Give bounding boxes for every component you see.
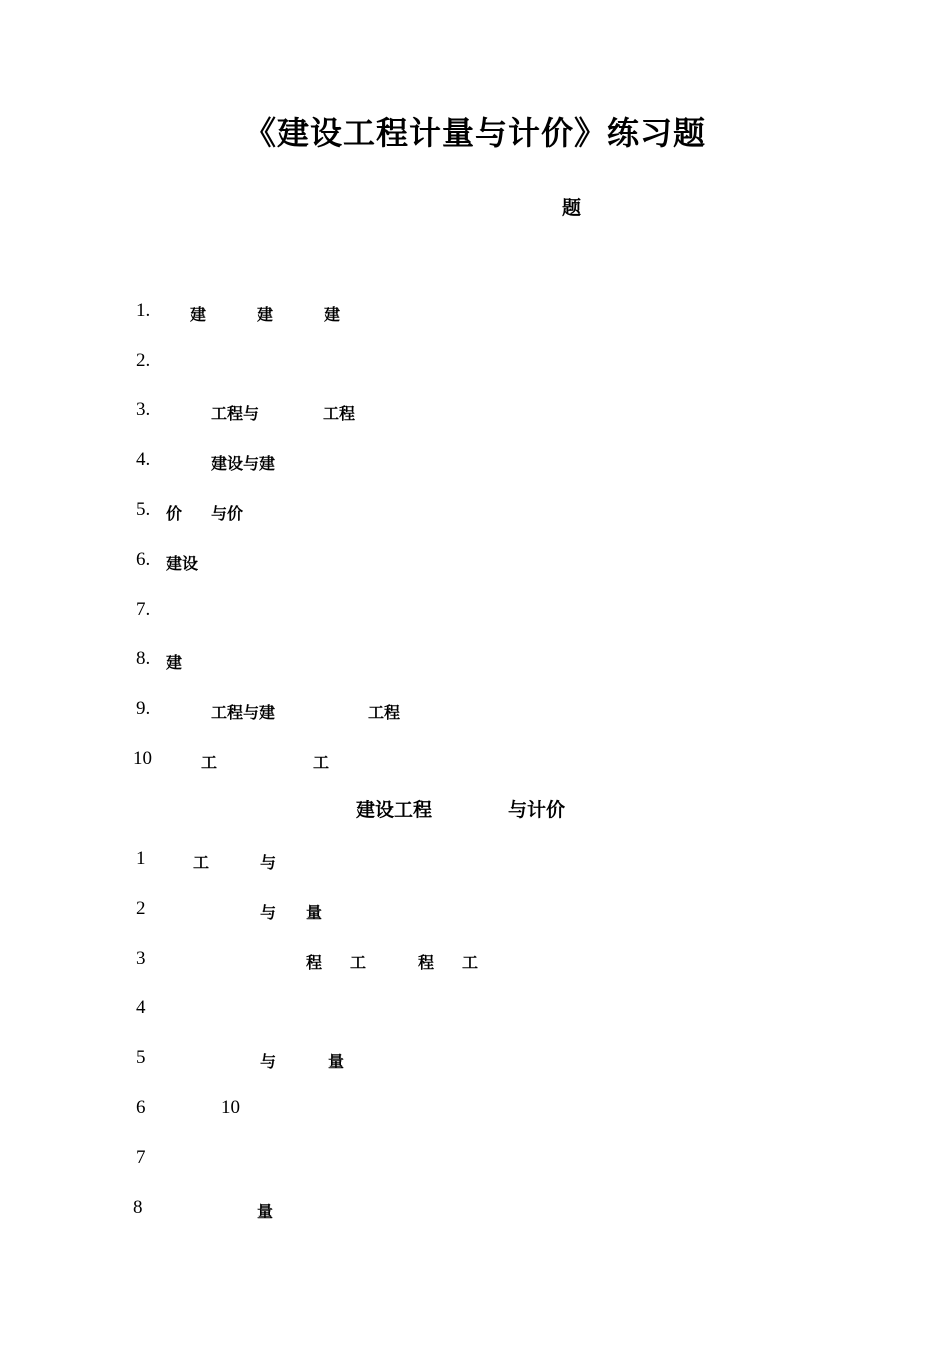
item-number: 6.: [136, 549, 151, 570]
item-fragment: 量: [257, 1202, 274, 1221]
item-number: 2.: [136, 350, 151, 371]
item-fragment: 建: [257, 305, 274, 324]
section-2-heading-part2: 与计价: [508, 799, 566, 821]
section-2-heading-part1: 建设工程: [356, 799, 433, 821]
item-number: 8: [133, 1197, 143, 1218]
item-fragment: 价: [166, 504, 183, 523]
item-number: 5: [136, 1047, 146, 1068]
item-number: 10: [133, 748, 152, 769]
item-fragment: 程: [306, 953, 323, 972]
item-fragment: 与: [260, 853, 277, 872]
item-fragment: 与: [260, 1052, 277, 1071]
item-fragment: 建: [166, 653, 183, 672]
item-fragment: 工: [313, 753, 330, 772]
item-fragment: 量: [328, 1052, 345, 1071]
item-fragment: 工: [193, 853, 210, 872]
item-fragment: 建: [190, 305, 207, 324]
item-fragment: 与: [260, 903, 277, 922]
item-number: 3.: [136, 399, 151, 420]
item-number: 2: [136, 898, 146, 919]
item-number: 7.: [136, 599, 151, 620]
item-number: 9.: [136, 698, 151, 719]
item-number: 1.: [136, 300, 151, 321]
item-number: 1: [136, 848, 146, 869]
item-fragment: 工程: [368, 703, 401, 722]
item-number: 5.: [136, 499, 151, 520]
item-number: 3: [136, 948, 146, 969]
item-fragment: 建设与建: [211, 454, 276, 473]
item-fragment: 工: [350, 953, 367, 972]
item-fragment: 工程: [323, 404, 356, 423]
item-fragment: 工程与建: [211, 703, 276, 722]
item-fragment: 与价: [211, 504, 244, 523]
item-fragment: 程: [418, 953, 435, 972]
document-subtitle: 题: [562, 197, 582, 219]
item-number: 8.: [136, 648, 151, 669]
item-number: 6: [136, 1097, 146, 1118]
item-number: 4: [136, 997, 146, 1018]
item-fragment: 10: [221, 1097, 240, 1118]
item-fragment: 工: [462, 953, 479, 972]
item-fragment: 建设: [166, 554, 199, 573]
item-fragment: 建: [324, 305, 341, 324]
item-number: 7: [136, 1147, 146, 1168]
document-title: 《建设工程计量与计价》练习题: [243, 114, 706, 152]
item-fragment: 工: [201, 753, 218, 772]
item-fragment: 工程与: [211, 404, 260, 423]
item-number: 4.: [136, 449, 151, 470]
item-fragment: 量: [306, 903, 323, 922]
